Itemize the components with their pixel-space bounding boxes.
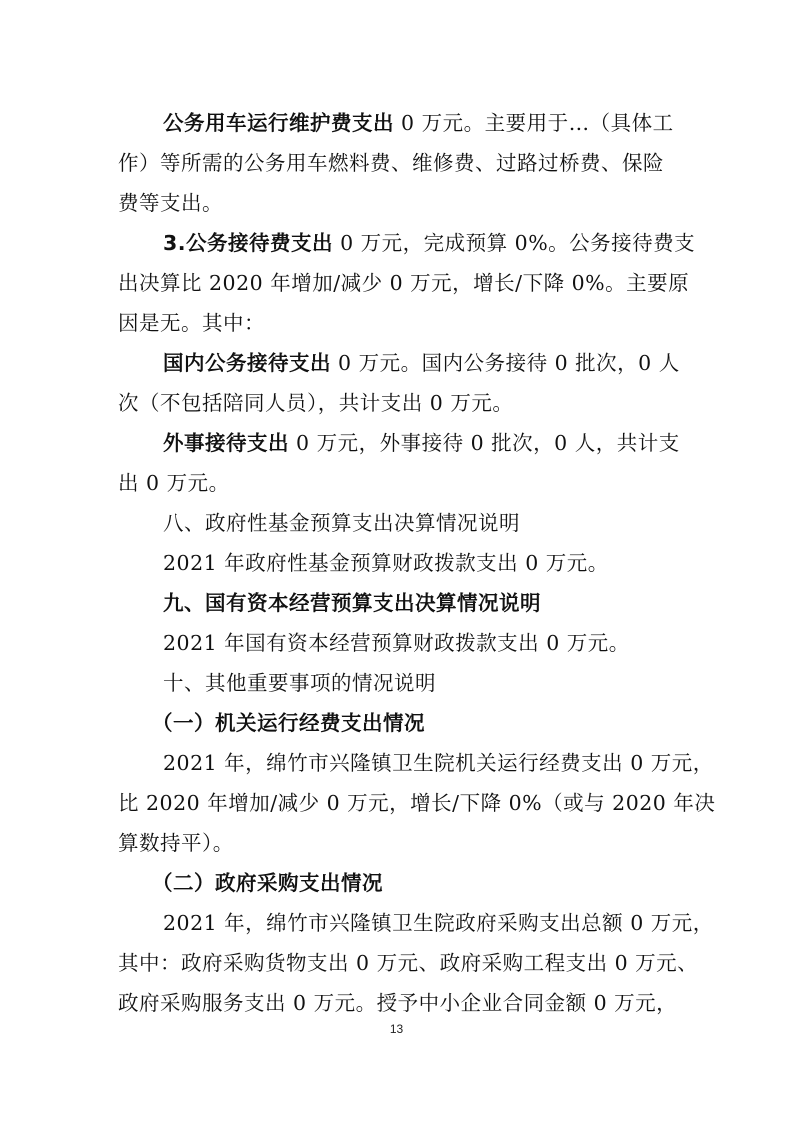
text-line: 因是无。其中： (118, 311, 265, 335)
paragraph-vehicle-maintenance (0, 104, 793, 142)
text-line: 算数持平）。 (118, 831, 234, 855)
page-number: 13 (389, 1022, 404, 1036)
text-line: 出决算比 2020 年增加/减少 0 万元，增长/下降 0%。主要原 (118, 271, 690, 295)
heading-domestic-reception: 国内公务接待支出 (163, 351, 331, 375)
paragraph-domestic-reception (0, 344, 793, 382)
subsection-heading-1: （一）机关运行经费支出情况 (152, 711, 425, 735)
text-line: 2021 年政府性基金预算财政拨款支出 0 万元。 (163, 551, 609, 575)
text-line: 费等支出。 (118, 191, 223, 215)
text-line: 比 2020 年增加/减少 0 万元，增长/下降 0%（或与 2020 年决 (118, 791, 716, 815)
paragraph-reception (0, 224, 793, 262)
text-line: 其中：政府采购货物支出 0 万元、政府采购工程支出 0 万元、 (118, 951, 699, 975)
text-line: 政府采购服务支出 0 万元。授予中小企业合同金额 0 万元， (118, 991, 678, 1015)
text-foreign-reception: 0 万元，外事接待 0 批次，0 人，共计支 (289, 431, 680, 455)
text-line: 2021 年，绵竹市兴隆镇卫生院政府采购支出总额 0 万元， (163, 911, 714, 935)
section-heading-8: 八、政府性基金预算支出决算情况说明 (163, 511, 520, 535)
heading-foreign-reception: 外事接待支出 (163, 431, 289, 455)
heading-reception: 3.公务接待费支出 (163, 231, 334, 255)
subsection-heading-2: （二）政府采购支出情况 (152, 871, 383, 895)
text-line: 次（不包括陪同人员），共计支出 0 万元。 (118, 391, 514, 415)
text-reception: 0 万元，完成预算 0%。公务接待费支 (333, 231, 696, 255)
paragraph-foreign-reception (0, 424, 793, 462)
text-line: 作）等所需的公务用车燃料费、维修费、过路过桥费、保险 (118, 151, 664, 175)
text-vehicle-maintenance: 0 万元。主要用于…（具体工 (394, 111, 674, 135)
text-domestic-reception: 0 万元。国内公务接待 0 批次，0 人 (331, 351, 680, 375)
text-line: 2021 年，绵竹市兴隆镇卫生院机关运行经费支出 0 万元， (163, 751, 714, 775)
text-line: 2021 年国有资本经营预算财政拨款支出 0 万元。 (163, 631, 630, 655)
heading-vehicle-maintenance: 公务用车运行维护费支出 (163, 111, 394, 135)
text-line: 出 0 万元。 (118, 471, 230, 495)
section-heading-9: 九、国有资本经营预算支出决算情况说明 (163, 591, 541, 615)
section-heading-10: 十、其他重要事项的情况说明 (163, 671, 436, 695)
